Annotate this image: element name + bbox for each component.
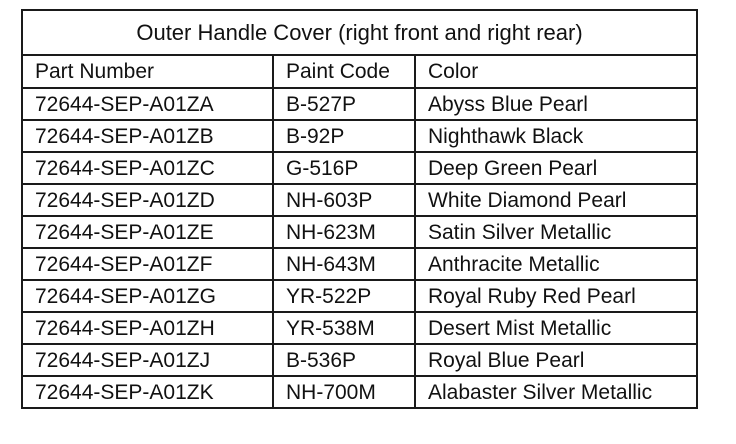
- table-row: [22, 376, 697, 408]
- part-number-cell: 72644-SEP-A01ZF: [22, 248, 273, 280]
- color-cell: Deep Green Pearl: [415, 152, 697, 184]
- paint-code-cell: G-516P: [273, 152, 415, 184]
- paint-code-cell: B-536P: [273, 344, 415, 376]
- table-body: [22, 88, 697, 408]
- color-cell: Satin Silver Metallic: [415, 216, 697, 248]
- parts-table-sheet: [21, 9, 696, 409]
- table-row: [22, 184, 697, 216]
- part-number-cell: 72644-SEP-A01ZH: [22, 312, 273, 344]
- column-header-part-number: Part Number: [22, 55, 273, 88]
- parts-table: [21, 9, 698, 409]
- color-cell: Royal Ruby Red Pearl: [415, 280, 697, 312]
- color-cell: Abyss Blue Pearl: [415, 88, 697, 120]
- table-row: [22, 120, 697, 152]
- paint-code-cell: NH-643M: [273, 248, 415, 280]
- paint-code-cell: NH-603P: [273, 184, 415, 216]
- part-number-cell: 72644-SEP-A01ZJ: [22, 344, 273, 376]
- paint-code-cell: YR-538M: [273, 312, 415, 344]
- paint-code-cell: B-527P: [273, 88, 415, 120]
- color-cell: Nighthawk Black: [415, 120, 697, 152]
- column-header-paint-code: Paint Code: [273, 55, 415, 88]
- table-row: [22, 216, 697, 248]
- table-row: [22, 280, 697, 312]
- color-cell: White Diamond Pearl: [415, 184, 697, 216]
- color-cell: Desert Mist Metallic: [415, 312, 697, 344]
- color-cell: Anthracite Metallic: [415, 248, 697, 280]
- table-row: [22, 312, 697, 344]
- part-number-cell: 72644-SEP-A01ZA: [22, 88, 273, 120]
- paint-code-cell: NH-623M: [273, 216, 415, 248]
- part-number-cell: 72644-SEP-A01ZC: [22, 152, 273, 184]
- paint-code-cell: B-92P: [273, 120, 415, 152]
- table-title: Outer Handle Cover (right front and right rear): [22, 10, 697, 55]
- paint-code-cell: YR-522P: [273, 280, 415, 312]
- part-number-cell: 72644-SEP-A01ZE: [22, 216, 273, 248]
- color-cell: Royal Blue Pearl: [415, 344, 697, 376]
- table-header-row: [22, 55, 697, 88]
- part-number-cell: 72644-SEP-A01ZG: [22, 280, 273, 312]
- part-number-cell: 72644-SEP-A01ZB: [22, 120, 273, 152]
- table-title-row: [22, 10, 697, 55]
- paint-code-cell: NH-700M: [273, 376, 415, 408]
- part-number-cell: 72644-SEP-A01ZD: [22, 184, 273, 216]
- table-row: [22, 88, 697, 120]
- table-row: [22, 248, 697, 280]
- column-header-color: Color: [415, 55, 697, 88]
- part-number-cell: 72644-SEP-A01ZK: [22, 376, 273, 408]
- table-row: [22, 344, 697, 376]
- table-row: [22, 152, 697, 184]
- color-cell: Alabaster Silver Metallic: [415, 376, 697, 408]
